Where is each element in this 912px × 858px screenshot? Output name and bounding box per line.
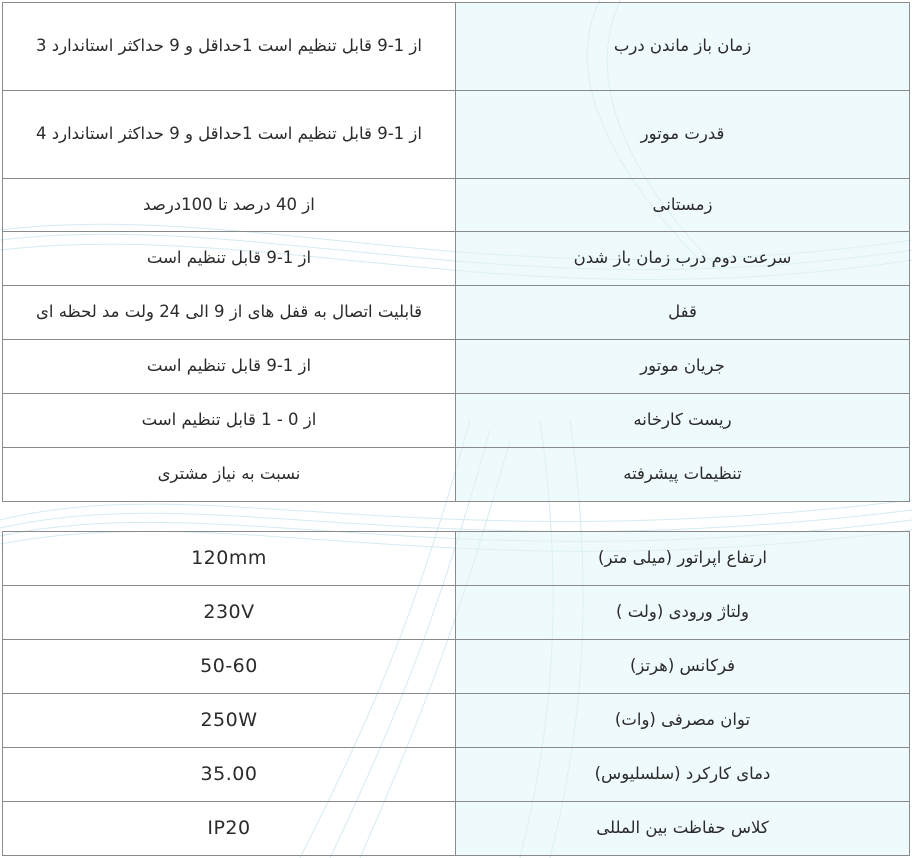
- setting-value: قابلیت اتصال به قفل های از 9 الی 24 ولت مد لحظه ای: [3, 286, 456, 340]
- table-row: [3, 286, 910, 340]
- setting-name: تنظیمات پیشرفته: [456, 448, 910, 502]
- setting-name: قدرت موتور: [456, 91, 910, 179]
- table-row: [3, 340, 910, 394]
- setting-value: از 1-9 قابل تنظیم است 1حداقل و 9 حداکثر استاندارد 4: [3, 91, 456, 179]
- spec-value: 250W: [3, 694, 456, 748]
- table-row: [3, 640, 910, 694]
- table-row: [3, 394, 910, 448]
- setting-value: از 1-9 قابل تنظیم است: [3, 340, 456, 394]
- spec-value: 35.00: [3, 748, 456, 802]
- technical-specs-table: [2, 531, 910, 856]
- table-row: [3, 179, 910, 232]
- setting-name: ریست کارخانه: [456, 394, 910, 448]
- table-row: [3, 3, 910, 91]
- spec-name: کلاس حفاظت بین المللی: [456, 802, 910, 856]
- setting-value: از 1-9 قابل تنظیم است: [3, 232, 456, 286]
- spec-name: ولتاژ ورودی (ولت ): [456, 586, 910, 640]
- table-row: [3, 232, 910, 286]
- setting-name: قفل: [456, 286, 910, 340]
- table-row: [3, 532, 910, 586]
- setting-value: از 40 درصد تا 100درصد: [3, 179, 456, 232]
- spec-name: ارتفاع اپراتور (میلی متر): [456, 532, 910, 586]
- spec-value: 120mm: [3, 532, 456, 586]
- spec-name: فرکانس (هرتز): [456, 640, 910, 694]
- spec-value: 50-60: [3, 640, 456, 694]
- setting-name: سرعت دوم درب زمان باز شدن: [456, 232, 910, 286]
- table-row: [3, 91, 910, 179]
- setting-value: از 0 - 1 قابل تنظیم است: [3, 394, 456, 448]
- spec-name: دمای کارکرد (سلسلیوس): [456, 748, 910, 802]
- table-row: [3, 448, 910, 502]
- settings-table: [2, 2, 910, 502]
- setting-name: جریان موتور: [456, 340, 910, 394]
- setting-value: از 1-9 قابل تنظیم است 1حداقل و 9 حداکثر استاندارد 3: [3, 3, 456, 91]
- spec-value: 230V: [3, 586, 456, 640]
- setting-name: زمان باز ماندن درب: [456, 3, 910, 91]
- spec-value: IP20: [3, 802, 456, 856]
- table-row: [3, 748, 910, 802]
- table-row: [3, 694, 910, 748]
- setting-name: زمستانی: [456, 179, 910, 232]
- table-row: [3, 802, 910, 856]
- setting-value: نسبت به نیاز مشتری: [3, 448, 456, 502]
- spec-name: توان مصرفی (وات): [456, 694, 910, 748]
- table-row: [3, 586, 910, 640]
